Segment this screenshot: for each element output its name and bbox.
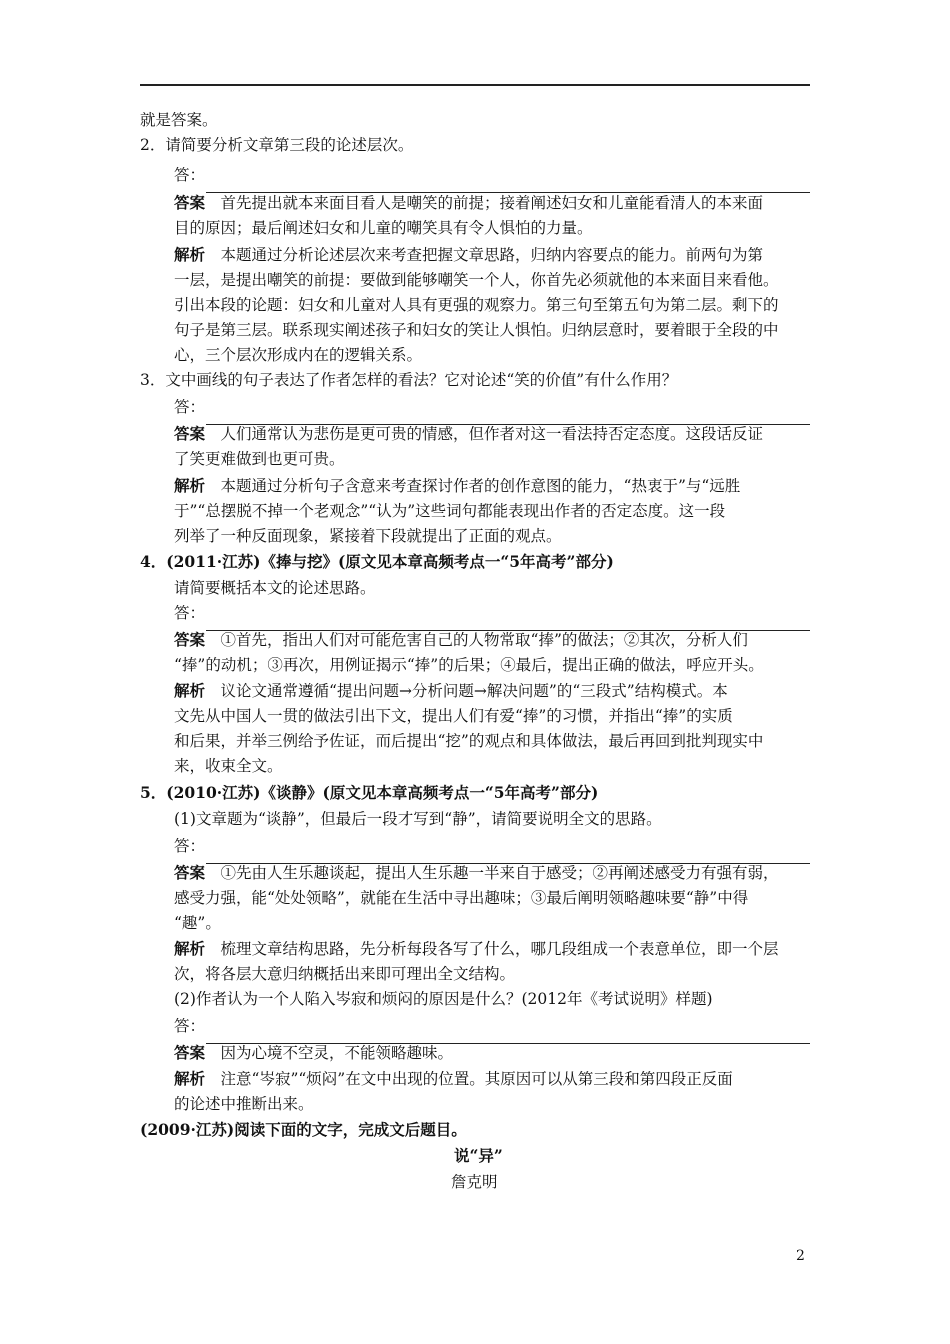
text-line (174, 320, 779, 340)
text-line (140, 135, 413, 155)
answer-label: 答案 (174, 863, 206, 882)
text-line (174, 809, 662, 829)
answer-blank-line (206, 630, 810, 631)
line-text: 和后果，并举三例给予佐证，而后提出“挖”的观点和具体做法，最后再回到批判现实中 (174, 732, 764, 750)
text-line (174, 218, 593, 238)
line-text: 4．(2011·江苏)《捧与挖》(原文见本章高频考点一“5年高考”部分) (140, 552, 614, 571)
answer-blank-line (206, 424, 810, 425)
text-line (174, 939, 779, 959)
text-line (174, 526, 562, 546)
line-text: “趣”。 (174, 914, 221, 932)
text-line (174, 681, 728, 701)
text-line (174, 836, 205, 856)
text-line (140, 1120, 467, 1140)
line-text: 5．(2010·江苏)《谈静》(原文见本章高频考点一“5年高考”部分) (140, 783, 599, 802)
answer-label: 答案 (174, 1043, 206, 1062)
text-line (174, 1069, 733, 1089)
line-text: 说“异” (454, 1146, 503, 1165)
line-text: 请简要概括本文的论述思路。 (174, 579, 376, 597)
text-line (174, 476, 740, 496)
line-text: 答： (174, 166, 206, 184)
line-text: 议论文通常遵循“提出问题→分析问题→解决问题”的“三段式”结构模式。本 (205, 682, 728, 700)
text-line (174, 245, 763, 265)
line-text: (2009·江苏)阅读下面的文字，完成文后题目。 (140, 1120, 467, 1139)
answer-label: 答案 (174, 630, 206, 649)
line-text: 引出本段的论题：妇女和儿童对人具有更强的观察力。第三句至第五句为第二层。剩下的 (174, 296, 779, 314)
text-line (174, 1094, 314, 1114)
text-line (174, 578, 376, 598)
text-line (174, 913, 221, 933)
answer-blank-line (206, 192, 810, 193)
text-line (174, 1043, 453, 1063)
line-text: 本题通过分析句子含意来考查探讨作者的创作意图的能力，“热衷于”与“远胜 (205, 477, 741, 495)
line-text: 于”“总摆脱不掉一个老观念”“认为”这些词句都能表现出作者的否定态度。这一段 (174, 502, 726, 520)
text-line (174, 193, 763, 213)
line-text: 答： (174, 398, 206, 416)
text-line (174, 863, 779, 883)
line-text: 詹克明 (451, 1173, 498, 1191)
line-text: 次，将各层大意归纳概括出来即可理出全文结构。 (174, 965, 516, 983)
line-text: “捧”的动机；③再次，用例证揭示“捧”的后果；④最后，提出正确的做法，呼应开头。 (174, 656, 764, 674)
text-line (140, 370, 677, 390)
text-line (451, 1172, 498, 1192)
line-text: 感受力强，能“处处领略”，就能在生活中寻出趣味；③最后阐明领略趣味要“静”中得 (174, 889, 749, 907)
text-line (140, 783, 598, 803)
line-text: (1)文章题为“谈静”，但最后一段才写到“静”，请简要说明全文的思路。 (174, 810, 662, 828)
text-line (174, 397, 205, 417)
text-line (174, 756, 283, 776)
line-text: 答： (174, 837, 206, 855)
text-line (174, 630, 748, 650)
text-line (174, 964, 515, 984)
line-text: 本题通过分析论述层次来考查把握文章思路，归纳内容要点的能力。前两句为第 (205, 246, 764, 264)
line-text: 一层，是提出嘲笑的前提：要做到能够嘲笑一个人，你首先必须就他的本来面目来看他。 (174, 271, 779, 289)
answer-blank-line (206, 1043, 810, 1044)
line-text: 文先从中国人一贯的做法引出下文，提出人们有爱“捧”的习惯，并指出“捧”的实质 (174, 707, 733, 725)
line-text: 3．文中画线的句子表达了作者怎样的看法？它对论述“笑的价值”有什么作用？ (140, 371, 678, 389)
line-text: 心，三个层次形成内在的逻辑关系。 (174, 346, 423, 364)
line-text: (2)作者认为一个人陷入岑寂和烦闷的原因是什么？(2012年《考试说明》样题) (174, 990, 713, 1008)
text-line (174, 706, 733, 726)
line-text: 就是答案。 (140, 111, 218, 129)
answer-label: 解析 (174, 681, 206, 700)
line-text: 答： (174, 1017, 206, 1035)
line-text: ①先由人生乐趣谈起，提出人生乐趣一半来自于感受；②再阐述感受力有强有弱， (205, 864, 779, 882)
line-text: 2．请简要分析文章第三段的论述层次。 (140, 136, 414, 154)
answer-label: 解析 (174, 245, 206, 264)
text-line (140, 552, 614, 572)
text-line (174, 989, 713, 1009)
answer-blank-line (206, 863, 810, 864)
page-number: 2 (796, 1248, 805, 1264)
line-text: 的论述中推断出来。 (174, 1095, 314, 1113)
header-rule (140, 84, 810, 86)
text-line (174, 888, 748, 908)
line-text: 了笑更难做到也更可贵。 (174, 450, 345, 468)
text-line (174, 655, 764, 675)
line-text: 因为心境不空灵，不能领略趣味。 (205, 1044, 454, 1062)
line-text: 句子是第三层。联系现实阐述孩子和妇女的笑让人惧怕。归纳层意时，要着眼于全段的中 (174, 321, 779, 339)
text-line (174, 295, 779, 315)
line-text: 首先提出就本来面目看人是嘲笑的前提；接着阐述妇女和儿童能看清人的本来面 (205, 194, 764, 212)
text-line (174, 731, 763, 751)
line-text: 梳理文章结构思路，先分析每段各写了什么，哪几段组成一个表意单位，即一个层 (205, 940, 779, 958)
line-text: 目的原因；最后阐述妇女和儿童的嘲笑具有令人惧怕的力量。 (174, 219, 593, 237)
line-text: 注意“岑寂”“烦闷”在文中出现的位置。其原因可以从第三段和第四段正反面 (205, 1070, 733, 1088)
answer-label: 答案 (174, 193, 206, 212)
line-text: ①首先，指出人们对可能危害自己的人物常取“捧”的做法；②其次，分析人们 (205, 631, 748, 649)
text-line (454, 1146, 503, 1166)
text-line (174, 270, 779, 290)
line-text: 列举了一种反面现象，紧接着下段就提出了正面的观点。 (174, 527, 562, 545)
text-line (174, 603, 205, 623)
answer-label: 答案 (174, 424, 206, 443)
answer-label: 解析 (174, 476, 206, 495)
line-text: 来，收束全文。 (174, 757, 283, 775)
text-line (174, 501, 725, 521)
text-line (140, 110, 218, 130)
text-line (174, 424, 763, 444)
text-line (174, 1016, 205, 1036)
answer-label: 解析 (174, 939, 206, 958)
line-text: 答： (174, 604, 206, 622)
answer-label: 解析 (174, 1069, 206, 1088)
line-text: 人们通常认为悲伤是更可贵的情感，但作者对这一看法持否定态度。这段话反证 (205, 425, 764, 443)
text-line (174, 449, 345, 469)
text-line (174, 345, 422, 365)
text-line (174, 165, 205, 185)
